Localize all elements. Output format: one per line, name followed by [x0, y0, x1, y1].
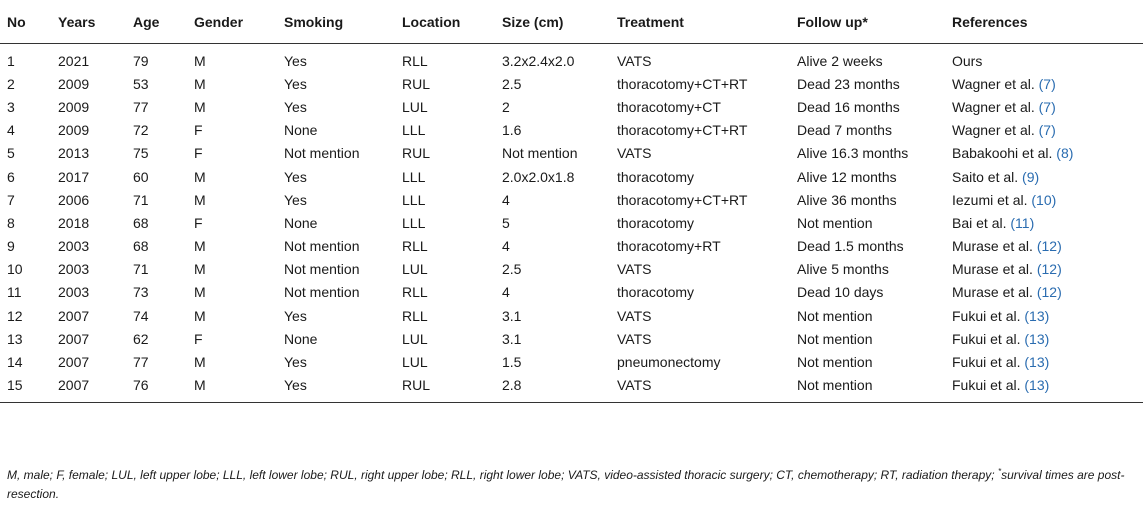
header-follow-up: Follow up*	[790, 0, 945, 44]
cell-follow-up: Alive 5 months	[797, 261, 889, 278]
cell-size: 2.5	[502, 75, 522, 92]
cell-smoking: None	[284, 330, 318, 347]
cell-gender: F	[194, 122, 203, 139]
cell-location: LLL	[402, 191, 426, 208]
cell-size: 2	[502, 98, 510, 115]
reference-author: Wagner et al.	[952, 98, 1035, 115]
cell-smoking: Not mention	[284, 145, 360, 162]
table-row	[0, 165, 1143, 188]
cell-smoking: Yes	[284, 307, 307, 324]
footnote-asterisk: *	[997, 467, 1002, 476]
header-references: References	[945, 0, 1143, 44]
cell-no: 7	[7, 191, 15, 208]
header-gender: Gender	[187, 0, 277, 44]
cell-gender: F	[194, 214, 203, 231]
reference-author: Ours	[952, 52, 983, 69]
cell-gender: M	[194, 168, 206, 185]
cell-gender: M	[194, 238, 206, 255]
cell-size: 4	[502, 284, 510, 301]
cell-follow-up: Not mention	[797, 307, 873, 324]
cell-location: LUL	[402, 98, 428, 115]
cell-follow-up: Dead 16 months	[797, 98, 900, 115]
cell-gender: M	[187, 374, 277, 403]
reference-link[interactable]: (13)	[1024, 307, 1050, 324]
cell-no: 9	[7, 238, 15, 255]
cell-gender: M	[194, 52, 206, 69]
cell-location: LLL	[402, 168, 426, 185]
cell-no: 14	[7, 354, 23, 371]
cell-location: RUL	[402, 145, 431, 162]
cell-gender: M	[194, 284, 206, 301]
reference-link[interactable]: (7)	[1038, 122, 1056, 139]
cell-age: 75	[133, 145, 149, 162]
cell-gender: M	[194, 307, 206, 324]
cell-no: 15	[0, 374, 51, 403]
reference-author: Fukui et al.	[952, 330, 1021, 347]
reference-author: Fukui et al.	[952, 354, 1021, 371]
table-footnote	[7, 462, 1137, 504]
reference-link[interactable]: (12)	[1036, 238, 1062, 255]
cell-year: 2007	[58, 307, 90, 324]
cell-location: RLL	[402, 307, 428, 324]
cell-treatment: VATS	[617, 145, 652, 162]
cell-no: 6	[7, 168, 15, 185]
cell-follow-up: Not mention	[797, 330, 873, 347]
cell-size: 4	[502, 238, 510, 255]
reference-author: Saito et al.	[952, 168, 1019, 185]
cell-year: 2021	[58, 52, 90, 69]
cell-size: 2.8	[495, 374, 610, 403]
cell-smoking: Yes	[284, 75, 307, 92]
cell-smoking: Yes	[277, 374, 395, 403]
cell-no: 8	[7, 214, 15, 231]
cell-reference	[945, 119, 1143, 142]
reference-link[interactable]: (10)	[1031, 191, 1057, 208]
cell-age: 62	[133, 330, 149, 347]
reference-link[interactable]: (12)	[1036, 284, 1062, 301]
cell-no: 12	[7, 307, 23, 324]
cell-location: LUL	[402, 261, 428, 278]
cell-treatment: thoracotomy	[617, 284, 695, 301]
cell-reference	[945, 258, 1143, 281]
cell-follow-up: Alive 16.3 months	[797, 145, 909, 162]
cell-treatment: VATS	[617, 330, 652, 347]
table-row	[0, 235, 1143, 258]
cell-location: LUL	[402, 354, 428, 371]
cell-location: RLL	[402, 284, 428, 301]
cell-no: 3	[7, 98, 15, 115]
cell-no: 5	[7, 145, 15, 162]
header-size: Size (cm)	[495, 0, 610, 44]
reference-author: Murase et al.	[952, 284, 1033, 301]
table-row	[0, 281, 1143, 304]
cell-reference	[945, 211, 1143, 234]
cell-year: 2003	[58, 261, 90, 278]
cell-treatment: thoracotomy	[617, 168, 695, 185]
reference-author: Fukui et al.	[952, 307, 1021, 324]
cell-treatment: thoracotomy+CT+RT	[617, 122, 748, 139]
cell-treatment: VATS	[617, 52, 652, 69]
cell-age: 71	[133, 191, 149, 208]
cell-treatment: VATS	[617, 307, 652, 324]
header-no: No	[0, 0, 51, 44]
table-row	[0, 211, 1143, 234]
cell-year: 2007	[51, 374, 126, 403]
cell-size: 1.6	[502, 122, 522, 139]
cell-age: 72	[133, 122, 149, 139]
table-row	[0, 258, 1143, 281]
cell-follow-up: Alive 36 months	[797, 191, 897, 208]
cell-follow-up: Dead 1.5 months	[797, 238, 904, 255]
cell-size: 2.0x2.0x1.8	[502, 168, 575, 185]
reference-link[interactable]: (7)	[1038, 75, 1056, 92]
cell-treatment: thoracotomy+CT+RT	[617, 191, 748, 208]
table-body	[0, 44, 1143, 403]
cell-reference	[945, 327, 1143, 350]
cell-size: 3.1	[502, 307, 522, 324]
cell-no: 10	[7, 261, 23, 278]
cell-follow-up: Not mention	[797, 354, 873, 371]
cell-location: LUL	[402, 330, 428, 347]
cell-gender: M	[194, 75, 206, 92]
cell-reference	[945, 142, 1143, 165]
reference-link[interactable]: (8)	[1056, 145, 1074, 162]
reference-link[interactable]: (13)	[1024, 330, 1050, 347]
cell-year: 2003	[58, 284, 90, 301]
cell-reference	[945, 188, 1143, 211]
cell-location: RLL	[402, 238, 428, 255]
cell-smoking: Not mention	[284, 261, 360, 278]
table-row	[0, 374, 1143, 403]
cell-year: 2018	[58, 214, 90, 231]
header-age: Age	[126, 0, 187, 44]
header-smoking: Smoking	[277, 0, 395, 44]
cell-gender: F	[194, 145, 203, 162]
cell-location: RUL	[402, 75, 431, 92]
reference-link[interactable]: (12)	[1036, 261, 1062, 278]
cell-treatment: thoracotomy	[617, 214, 695, 231]
cell-smoking: Yes	[284, 98, 307, 115]
cell-treatment: VATS	[617, 261, 652, 278]
cell-year: 2006	[58, 191, 90, 208]
footnote-survival-note: survival times are post-resection.	[7, 468, 1125, 501]
cell-no: 2	[7, 75, 15, 92]
cell-age: 79	[133, 52, 149, 69]
cell-size: 4	[502, 191, 510, 208]
cell-follow-up: Dead 10 days	[797, 284, 884, 301]
cell-reference	[945, 95, 1143, 118]
table-row	[0, 119, 1143, 142]
cell-follow-up: Dead 7 months	[797, 122, 892, 139]
header-row	[0, 0, 1143, 44]
cell-location: RUL	[395, 374, 495, 403]
cell-year: 2007	[58, 330, 90, 347]
reference-link[interactable]: (13)	[1024, 354, 1050, 371]
cell-reference	[945, 44, 1143, 73]
reference-author: Iezumi et al.	[952, 191, 1028, 208]
cell-gender: F	[194, 330, 203, 347]
cell-smoking: None	[284, 214, 318, 231]
cell-smoking: Yes	[284, 191, 307, 208]
reference-author: Wagner et al.	[952, 75, 1035, 92]
header-treatment: Treatment	[610, 0, 790, 44]
cell-age: 77	[133, 98, 149, 115]
cell-smoking: Yes	[284, 168, 307, 185]
cell-year: 2009	[58, 98, 90, 115]
cell-year: 2009	[58, 75, 90, 92]
reference-author: Murase et al.	[952, 238, 1033, 255]
cell-smoking: None	[284, 122, 318, 139]
cell-year: 2013	[58, 145, 90, 162]
cell-follow-up: Not mention	[790, 374, 945, 403]
cell-smoking: Not mention	[284, 284, 360, 301]
cell-year: 2007	[58, 354, 90, 371]
cell-location: RLL	[402, 52, 428, 69]
reference-author: Babakoohi et al.	[952, 145, 1053, 162]
cell-gender: M	[194, 354, 206, 371]
cell-location: LLL	[402, 214, 426, 231]
table-row	[0, 72, 1143, 95]
cell-reference	[945, 374, 1143, 403]
cell-age: 76	[126, 374, 187, 403]
cell-age: 53	[133, 75, 149, 92]
cell-year: 2009	[58, 122, 90, 139]
table-row	[0, 327, 1143, 350]
table-row	[0, 95, 1143, 118]
cell-size: 3.1	[502, 330, 522, 347]
cell-age: 73	[133, 284, 149, 301]
reference-link[interactable]: (7)	[1038, 98, 1056, 115]
footnote-abbreviations: M, male; F, female; LUL, left upper lobe; LLL, left lower lobe; RUL, right upper lobe; RLL, right lower lobe; VATS, video-assisted thoracic surgery; CT, chemotherapy; RT, radiation therapy;	[7, 468, 998, 482]
reference-author: Wagner et al.	[952, 122, 1035, 139]
reference-author: Fukui et al.	[952, 377, 1021, 394]
cell-no: 13	[7, 330, 23, 347]
cell-age: 71	[133, 261, 149, 278]
cell-follow-up: Dead 23 months	[797, 75, 900, 92]
cell-follow-up: Alive 2 weeks	[797, 52, 883, 69]
table-row	[0, 142, 1143, 165]
header-years: Years	[51, 0, 126, 44]
cell-follow-up: Not mention	[797, 214, 873, 231]
cell-size: 1.5	[502, 354, 522, 371]
table-row	[0, 188, 1143, 211]
cell-treatment: VATS	[610, 374, 790, 403]
header-location: Location	[395, 0, 495, 44]
cell-size: 3.2x2.4x2.0	[502, 52, 575, 69]
cell-size: 5	[502, 214, 510, 231]
reference-link[interactable]: (13)	[1024, 377, 1050, 394]
table-row	[0, 304, 1143, 327]
cell-reference	[945, 281, 1143, 304]
cell-age: 60	[133, 168, 149, 185]
cell-treatment: thoracotomy+RT	[617, 238, 721, 255]
reference-author: Murase et al.	[952, 261, 1033, 278]
table-row	[0, 350, 1143, 373]
cell-age: 68	[133, 214, 149, 231]
table-row	[0, 44, 1143, 73]
reference-link[interactable]: (9)	[1022, 168, 1040, 185]
cell-location: LLL	[402, 122, 426, 139]
cell-reference	[945, 304, 1143, 327]
cell-year: 2017	[58, 168, 90, 185]
cell-size: 2.5	[502, 261, 522, 278]
cell-age: 74	[133, 307, 149, 324]
cell-smoking: Yes	[284, 52, 307, 69]
cell-follow-up: Alive 12 months	[797, 168, 897, 185]
cell-gender: M	[194, 261, 206, 278]
cell-reference	[945, 72, 1143, 95]
cell-size: Not mention	[502, 145, 578, 162]
cell-smoking: Yes	[284, 354, 307, 371]
cell-year: 2003	[58, 238, 90, 255]
cell-reference	[945, 235, 1143, 258]
cell-gender: M	[194, 98, 206, 115]
cell-no: 1	[7, 52, 15, 69]
cell-no: 4	[7, 122, 15, 139]
cell-no: 11	[7, 284, 22, 301]
cell-reference	[945, 165, 1143, 188]
cell-gender: M	[194, 191, 206, 208]
cell-age: 77	[133, 354, 149, 371]
reference-link[interactable]: (11)	[1010, 214, 1035, 231]
cell-treatment: thoracotomy+CT	[617, 98, 721, 115]
cell-reference	[945, 350, 1143, 373]
reference-author: Bai et al.	[952, 214, 1007, 231]
cell-smoking: Not mention	[284, 238, 360, 255]
cell-treatment: pneumonectomy	[617, 354, 721, 371]
cell-treatment: thoracotomy+CT+RT	[617, 75, 748, 92]
cell-age: 68	[133, 238, 149, 255]
